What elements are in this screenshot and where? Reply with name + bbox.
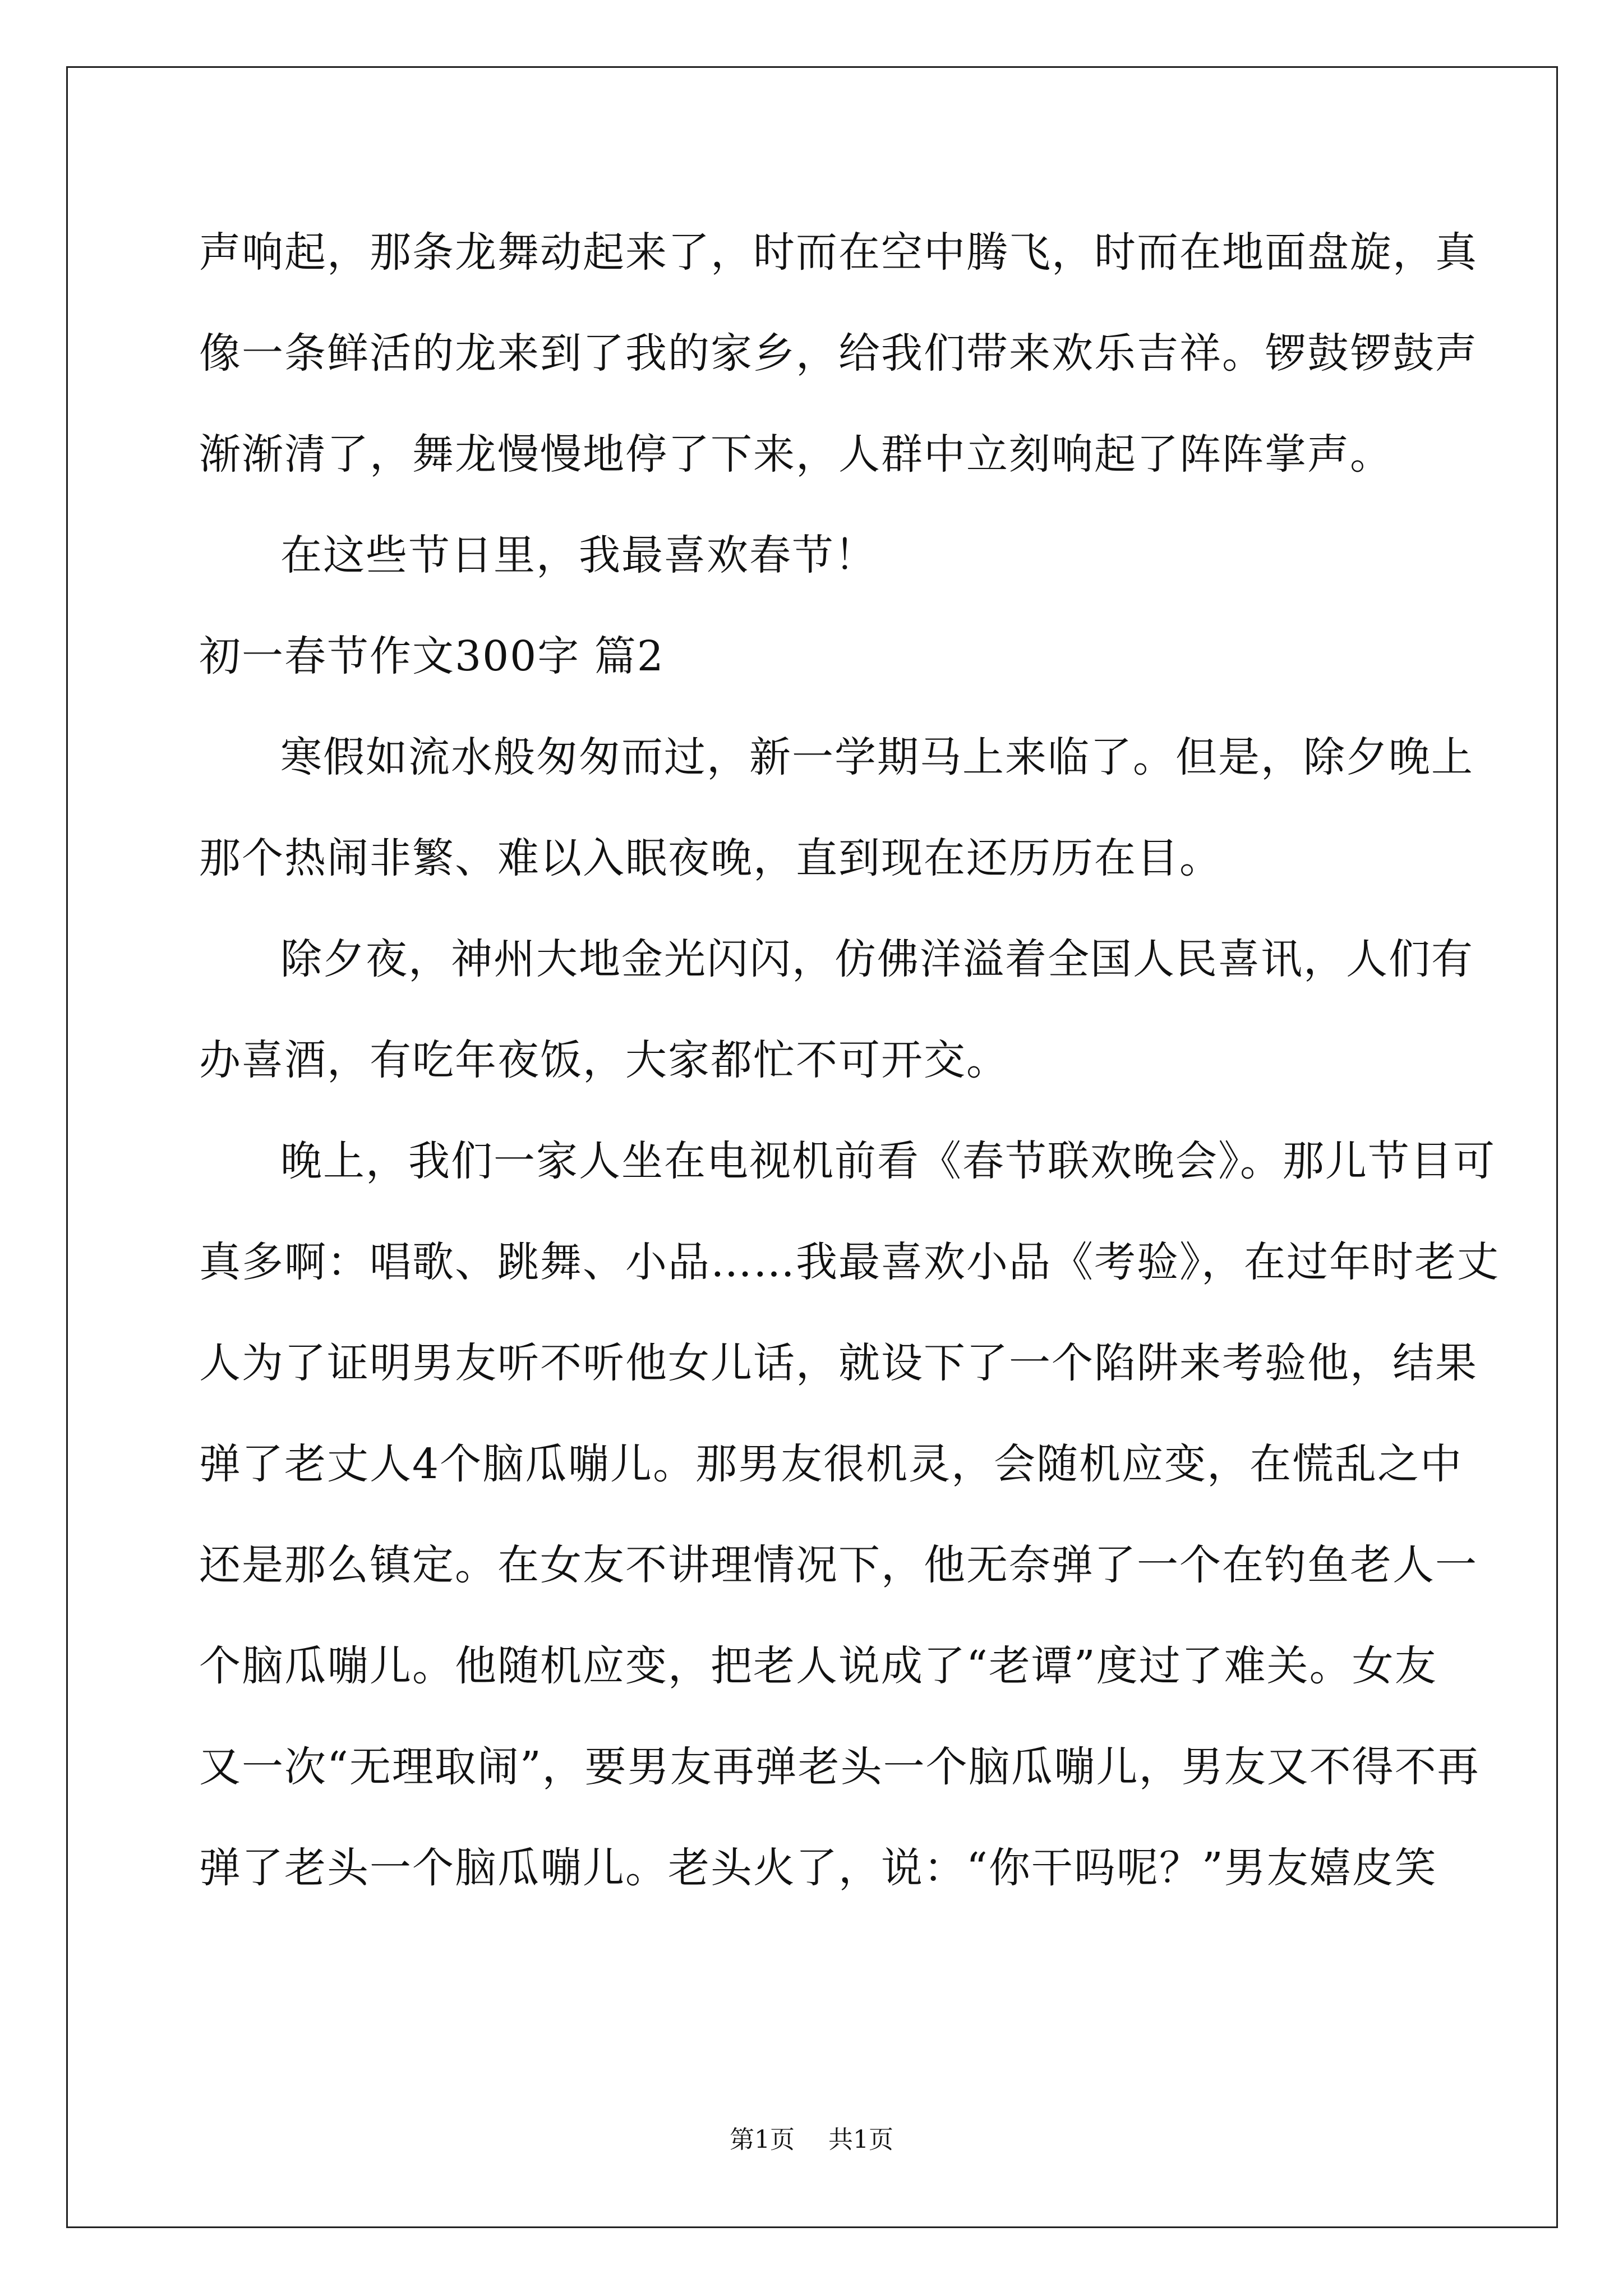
body-text-line: 又一次“无理取闹”，要男友再弹老头一个脑瓜嘣儿，男友又不得不再 xyxy=(199,1743,1480,1791)
body-text-line: 弹了老丈人4个脑瓜嘣儿。那男友很机灵，会随机应变，在慌乱之中 xyxy=(199,1440,1463,1488)
body-text-line: 那个热闹非繁、难以入眠夜晚，直到现在还历历在目。 xyxy=(199,834,1222,882)
body-text-line: 除夕夜，神州大地金光闪闪，仿佛洋溢着全国人民喜讯，人们有 xyxy=(280,935,1474,983)
body-text-line: 寒假如流水般匆匆而过，新一学期马上来临了。但是，除夕晚上 xyxy=(280,733,1474,781)
page-total: 共1页 xyxy=(828,2125,893,2154)
body-text-line: 声响起，那条龙舞动起来了，时而在空中腾飞，时而在地面盘旋，真 xyxy=(199,228,1478,277)
body-text-line: 晚上，我们一家人坐在电视机前看《春节联欢晚会》。那儿节目可 xyxy=(280,1137,1496,1185)
body-text-line: 人为了证明男友听不听他女儿话，就设下了一个陷阱来考验他，结果 xyxy=(199,1339,1478,1387)
page-number: 第1页 xyxy=(730,2125,795,2154)
section-heading: 初一春节作文300字 篇2 xyxy=(199,632,665,680)
body-text-line: 个脑瓜嘣儿。他随机应变，把老人说成了“老谭”度过了难关。女友 xyxy=(199,1642,1437,1690)
body-text-line: 办喜酒，有吃年夜饭，大家都忙不可开交。 xyxy=(199,1036,1009,1084)
body-text-line: 像一条鲜活的龙来到了我的家乡，给我们带来欢乐吉祥。锣鼓锣鼓声 xyxy=(199,329,1478,378)
body-text-line: 还是那么镇定。在女友不讲理情况下，他无奈弹了一个在钓鱼老人一 xyxy=(199,1541,1478,1589)
body-text-line: 渐渐清了，舞龙慢慢地停了下来，人群中立刻响起了阵阵掌声。 xyxy=(199,430,1393,478)
body-text-line: 在这些节日里，我最喜欢春节！ xyxy=(280,531,877,579)
body-text-line: 真多啊：唱歌、跳舞、小品……我最喜欢小品《考验》，在过年时老丈 xyxy=(199,1238,1500,1286)
body-text-line: 弹了老头一个脑瓜嘣儿。老头火了，说：“你干吗呢？”男友嬉皮笑 xyxy=(199,1844,1437,1892)
page-footer xyxy=(0,2123,1623,2157)
